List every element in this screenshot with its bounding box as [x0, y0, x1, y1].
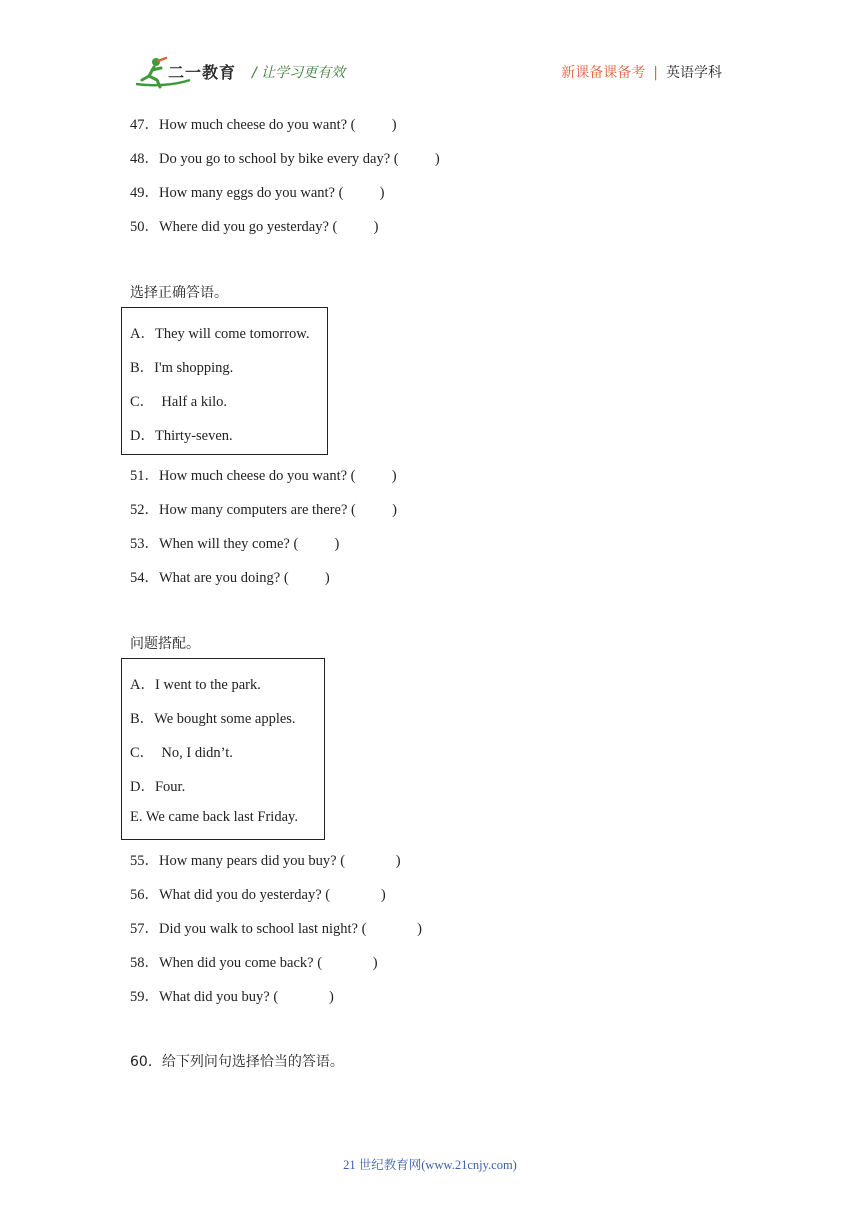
header-separator: | [653, 65, 658, 81]
option-c: C． No, I didn’t. [130, 745, 233, 761]
option-b: B．I'm shopping. [130, 360, 234, 376]
question-53: 53．When will they come? ( ) [130, 536, 340, 552]
section-title-match-questions: 问题搭配。 [130, 636, 200, 652]
option-d: D．Four. [130, 779, 186, 795]
header-subject-label: 英语学科 [666, 65, 722, 81]
option-a: A．I went to the park. [130, 677, 261, 693]
question-54: 54．What are you doing? ( ) [130, 570, 330, 586]
footer-website[interactable]: 21 世纪教育网(www.21cnjy.com) [343, 1158, 517, 1172]
header-right [561, 62, 722, 82]
page-header [0, 0, 860, 100]
slogan-text: 让学习更有效 [261, 65, 346, 81]
question-49: 49．How many eggs do you want? ( ) [130, 185, 385, 201]
option-d: D．Thirty-seven. [130, 428, 233, 444]
question-47: 47．How much cheese do you want? ( ) [130, 117, 397, 133]
question-60: 60．给下列问句选择恰当的答语。 [130, 1054, 344, 1070]
slogan: / 让学习更有效 [252, 65, 346, 81]
question-52: 52．How many computers are there? ( ) [130, 502, 397, 518]
question-48: 48．Do you go to school by bike every day? ( ) [130, 151, 440, 167]
question-57: 57．Did you walk to school last night? ( ) [130, 921, 422, 937]
question-59: 59．What did you buy? ( ) [130, 989, 334, 1005]
header-course-label: 新课备课备考 [561, 65, 646, 81]
option-b: B．We bought some apples. [130, 711, 296, 727]
question-56: 56．What did you do yesterday? ( ) [130, 887, 386, 903]
question-51: 51．How much cheese do you want? ( ) [130, 468, 397, 484]
option-c: C． Half a kilo. [130, 394, 228, 410]
question-58: 58．When did you come back? ( ) [130, 955, 378, 971]
option-e: E. We came back last Friday. [130, 809, 298, 825]
section-title-choose-answer: 选择正确答语。 [130, 285, 228, 301]
question-50: 50．Where did you go yesterday? ( ) [130, 219, 379, 235]
option-a: A．They will come tomorrow. [130, 326, 310, 342]
logo-text: 二一教育 [168, 63, 237, 82]
question-55: 55．How many pears did you buy? ( ) [130, 853, 401, 869]
